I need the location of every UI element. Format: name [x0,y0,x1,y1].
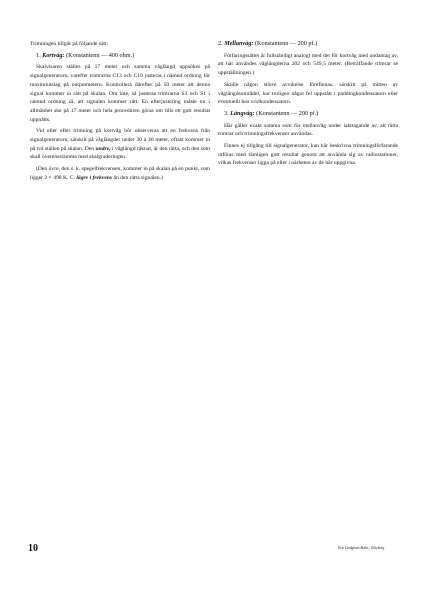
intro-text: Trimningen tillgår på följande sätt: [30,41,109,47]
section-title: Kortvåg: [42,51,65,59]
observation-paragraph [30,127,210,162]
emphasis-text: lägre i frekvens [76,174,113,181]
kortvag-paragraph: Skalvisaren ställes på 17 meter och samma våglängd uppsökes på signalgeneratorn, varefter trimrarna C13 och C10 justeras i nämnd ordning för maximiutslag på outputmetern. Kontrollera därefter på 50 meter att denna signal kommer in rätt på skalan. Om inte, så justeras trimrarna S3 och S1 i nämnd ordning så, att signalen kommer rätt. En efterjustering måste nu i allmänhet ske på 17 meter och hela proceduren göras om tills ett gott resultat uppnåtts. [30,64,210,123]
section-note: (Konstantenn — 200 pf.) [254,40,318,47]
section-note: (Konstantenn — 400 ohm.) [66,51,135,59]
section-mellanvag-heading [218,40,398,49]
section-title: Långvåg: [230,109,255,117]
text-run: än den rätta signalen.) [113,174,163,181]
text-run: Vid eller efter trimning på kortvåg bör observeras att en frekvens från signalgeneratorn, särskilt på våglängder under 30 à 40 meter, oftast kommer in på två ställen på skalan. Den [30,128,210,152]
section-langvag-heading [218,110,398,119]
deviation-paragraph: Skulle någon större avvikelse förefinnas, särskilt på mitten av våglängdsområdet, har troligen något fel uppstått i paddingkondensatorn eller eventuellt hos vridkondensatorn. [218,81,398,106]
section-note: (Konstantenn — 200 pf.) [256,109,319,117]
section-title: Mellanvåg: [224,40,254,47]
section-kortvag-heading [30,52,210,61]
text-run: i våglängd räknat, är den rätta, och den som skall överensstämma med skalgraderingen. [30,145,211,161]
printer-imprint: Eric Lindgrens Boktr., Göteborg [338,546,385,550]
langvag-paragraph: Här gäller exakt samma som för mellanvåg under iakttagande av, att rätta trimrar och trimningsfrekvenser användas. [218,122,398,138]
mirror-frequency-paragraph [30,165,210,182]
no-generator-paragraph: Finnes ej tillgång till signalgenerator, kan här beskrivna trimningsförfarande utföras med tämligen gott resultat genom att använda sig av radiostationer, vilkas frekvenser ligga på eller i närheten av de här uppgivna. [218,143,398,167]
section-number: 3. [224,109,229,117]
section-number: 2. [218,40,223,47]
emphasis-text: undre, [95,145,111,152]
mellanvag-paragraph: Förfaringssättet är fullständigt analogt med det för kortvåg med undantag av, att här användes våglängderna 202 och 549,5 meter. (Beträffande trimrar se uppställningen.) [218,52,398,77]
page-number: 10 [28,543,38,554]
section-number: 1. [36,51,41,59]
right-column [218,40,398,168]
text-run: (Den övre, den s. k. spegelfrekvensen, kommer in på skalan på en punkt, som ligger 2 × 498 K. C. [30,166,210,181]
left-column [30,40,210,183]
